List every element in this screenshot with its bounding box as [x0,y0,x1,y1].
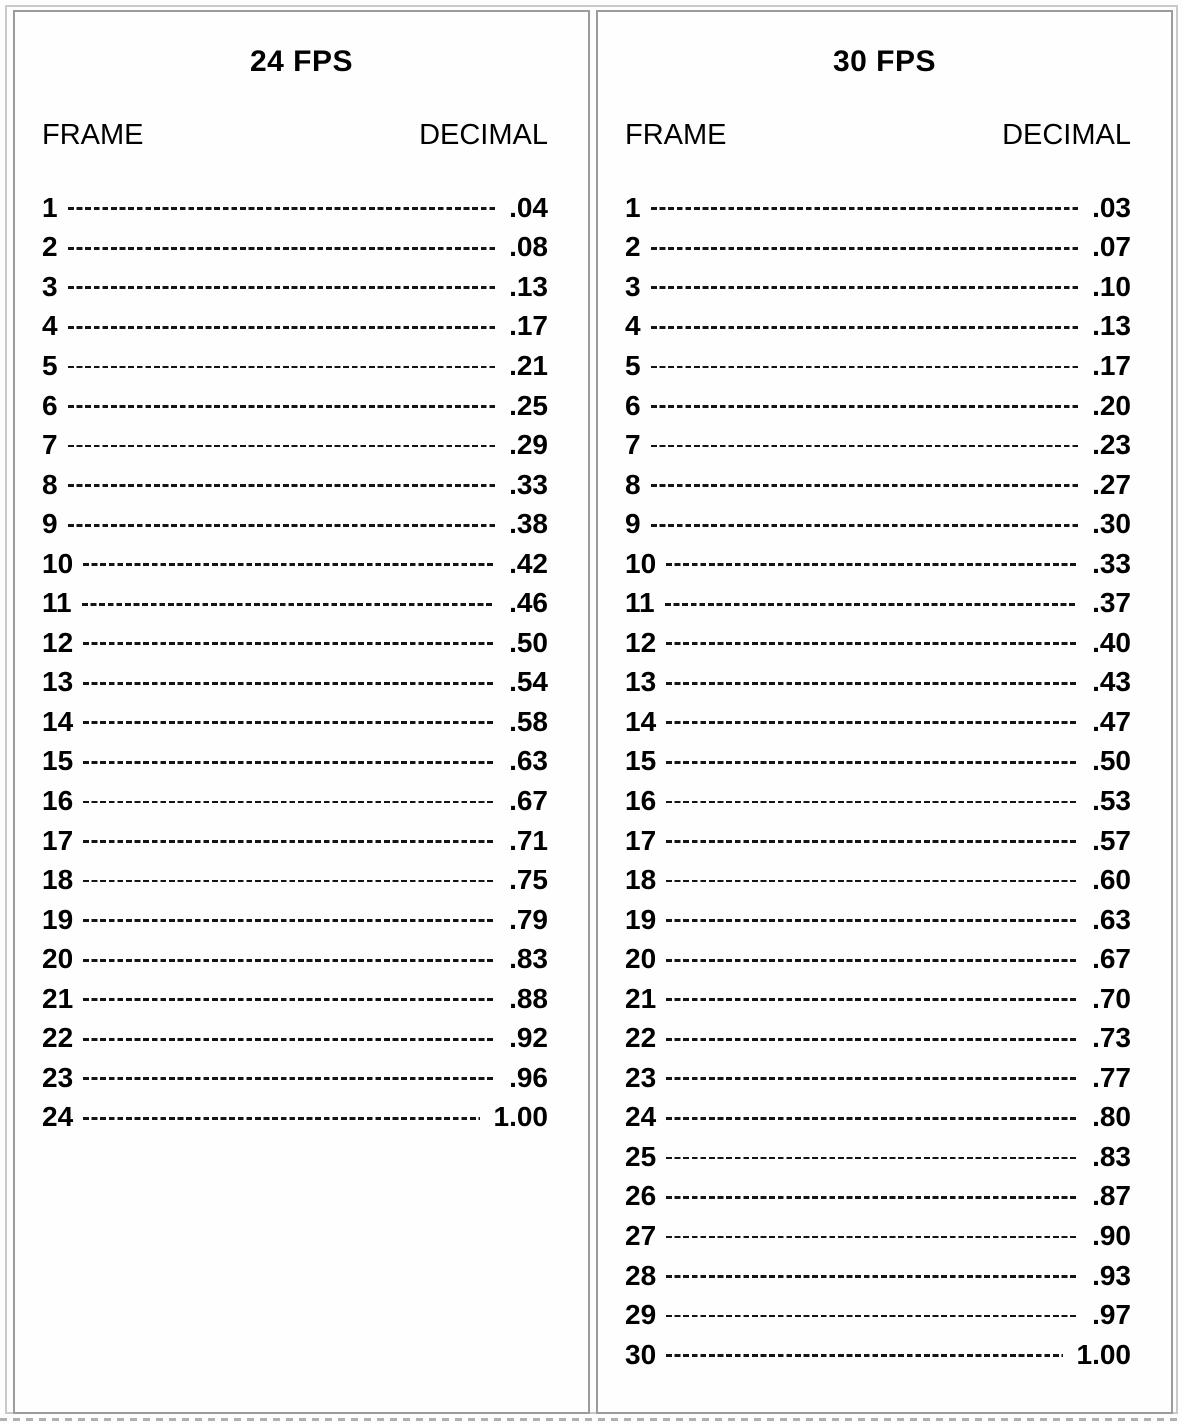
table-row [625,346,1131,386]
decimal-value: .90 [1092,1219,1131,1251]
dash-leader [665,603,1078,606]
dash-leader [68,207,495,210]
table-row [42,1098,548,1138]
table-row [42,900,548,940]
dash-leader [666,642,1078,645]
decimal-value: .87 [1092,1180,1131,1212]
dash-leader [68,366,495,369]
dash-leader [651,405,1078,408]
decimal-value: .13 [509,270,548,302]
decimal-value: .92 [509,1022,548,1054]
decimal-value: .23 [1092,429,1131,461]
decimal-value: .25 [509,389,548,421]
decimal-value: .33 [509,468,548,500]
frame-number: 23 [625,1061,657,1093]
frame-number: 16 [625,784,657,816]
decimal-value: .97 [1092,1299,1131,1331]
table-row [42,781,548,821]
frame-column-header: FRAME [42,119,144,151]
dash-leader [666,840,1078,843]
dash-leader [666,1117,1078,1120]
table-row [625,1256,1131,1296]
decimal-value: .73 [1092,1022,1131,1054]
dash-leader [666,563,1078,566]
dash-leader [666,1354,1062,1357]
decimal-value: .58 [509,705,548,737]
frame-number: 8 [42,468,58,500]
table-row [625,1058,1131,1098]
dash-leader [83,1117,479,1120]
decimal-value: .29 [509,429,548,461]
frame-number: 6 [42,389,58,421]
decimal-value: .53 [1092,784,1131,816]
frame-number: 29 [625,1299,657,1331]
frame-number: 7 [625,429,641,461]
dash-leader [82,603,495,606]
table-row [42,188,548,228]
frame-number: 24 [625,1101,657,1133]
frame-number: 3 [625,270,641,302]
frame-number: 10 [625,547,657,579]
table-row [42,307,548,347]
column-headers [42,118,548,152]
decimal-value: .63 [1092,903,1131,935]
decimal-value: .47 [1092,705,1131,737]
dash-leader [666,919,1078,922]
frame-number: 12 [625,626,657,658]
table-row [625,1335,1131,1375]
table-row [625,939,1131,979]
table-row [625,544,1131,584]
decimal-value: .60 [1092,864,1131,896]
dash-leader [651,247,1078,250]
decimal-value: .67 [509,784,548,816]
table-row [625,504,1131,544]
frame-number: 26 [625,1180,657,1212]
decimal-value: .96 [509,1061,548,1093]
table-row [42,504,548,544]
table-row [42,702,548,742]
decimal-value: .50 [1092,745,1131,777]
table-row [42,860,548,900]
table-row [42,267,548,307]
dash-leader [651,445,1078,448]
dash-leader [666,801,1078,804]
dash-leader [666,1157,1078,1160]
fps-30-panel [596,10,1173,1414]
dash-leader [666,1236,1078,1239]
frame-number: 6 [625,389,641,421]
decimal-value: 1.00 [493,1101,548,1133]
decimal-column-header: DECIMAL [419,119,548,151]
dash-leader [651,366,1078,369]
table-row [625,1295,1131,1335]
frame-number: 1 [42,191,58,223]
decimal-value: .93 [1092,1259,1131,1291]
frame-number: 15 [625,745,657,777]
decimal-value: .42 [509,547,548,579]
table-row [42,742,548,782]
dash-leader [68,405,495,408]
rows-list [42,188,548,1137]
dash-leader [651,207,1078,210]
decimal-value: .17 [1092,349,1131,381]
table-row [625,1018,1131,1058]
dash-leader [666,959,1078,962]
dash-leader [68,524,495,527]
table-row [625,979,1131,1019]
rows-list [625,188,1131,1374]
dash-leader [68,445,495,448]
table-row [42,979,548,1019]
dash-leader [83,642,495,645]
fps-24-panel [13,10,590,1414]
frame-number: 9 [625,508,641,540]
dash-leader [666,1196,1078,1199]
frame-number: 27 [625,1219,657,1251]
dash-leader [83,959,495,962]
frame-number: 25 [625,1140,657,1172]
decimal-value: .40 [1092,626,1131,658]
decimal-value: .75 [509,864,548,896]
panel-title: 24 FPS [249,45,354,78]
table-row [42,228,548,268]
table-row [625,188,1131,228]
table-row [42,425,548,465]
table-row [42,663,548,703]
frame-number: 16 [42,784,74,816]
dash-leader [651,286,1078,289]
frame-number: 18 [625,864,657,896]
dash-leader [83,721,495,724]
dash-leader [83,880,495,883]
table-row [625,1137,1131,1177]
dash-leader [68,247,495,250]
dash-leader [651,484,1078,487]
dash-leader [666,761,1078,764]
dash-leader [68,484,495,487]
frame-number: 11 [42,587,72,619]
decimal-value: .88 [509,982,548,1014]
decimal-value: .71 [509,824,548,856]
frame-number: 4 [625,310,641,342]
dash-leader [666,1275,1078,1278]
decimal-value: .27 [1092,468,1131,500]
dash-leader [83,1038,495,1041]
table-row [42,583,548,623]
frame-number: 4 [42,310,58,342]
frame-number: 11 [625,587,655,619]
dash-leader [666,1077,1078,1080]
decimal-column-header: DECIMAL [1002,119,1131,151]
frame-number: 14 [625,705,657,737]
frame-number: 8 [625,468,641,500]
frame-number: 19 [625,903,657,935]
frame-column-header: FRAME [625,119,727,151]
dash-leader [83,761,495,764]
table-row [625,386,1131,426]
dash-leader [68,286,495,289]
frame-number: 20 [625,943,657,975]
dash-leader [651,524,1078,527]
table-row [42,1058,548,1098]
dash-leader [651,326,1078,329]
dash-leader [666,721,1078,724]
decimal-value: .17 [509,310,548,342]
frame-number: 5 [42,349,58,381]
frame-number: 2 [625,231,641,263]
dash-leader [666,682,1078,685]
dash-leader [83,801,495,804]
table-row [42,465,548,505]
frame-number: 22 [42,1022,74,1054]
table-row [625,663,1131,703]
frame-number: 22 [625,1022,657,1054]
decimal-value: .38 [509,508,548,540]
decimal-value: .83 [1092,1140,1131,1172]
frame-number: 2 [42,231,58,263]
frame-number: 30 [625,1338,657,1370]
dash-leader [68,326,495,329]
table-row [625,228,1131,268]
table-row [42,386,548,426]
column-headers [625,118,1131,152]
frame-number: 3 [42,270,58,302]
decimal-value: .50 [509,626,548,658]
decimal-value: .43 [1092,666,1131,698]
decimal-value: .77 [1092,1061,1131,1093]
dash-leader [666,1038,1078,1041]
decimal-value: 1.00 [1076,1338,1131,1370]
decimal-value: .33 [1092,547,1131,579]
frame-number: 21 [625,982,657,1014]
table-row [625,702,1131,742]
table-row [625,307,1131,347]
decimal-value: .10 [1092,270,1131,302]
frame-number: 9 [42,508,58,540]
table-row [42,939,548,979]
table-row [625,425,1131,465]
frame-number: 12 [42,626,74,658]
frame-number: 28 [625,1259,657,1291]
decimal-value: .07 [1092,231,1131,263]
frame-number: 18 [42,864,74,896]
decimal-value: .46 [509,587,548,619]
table-row [625,900,1131,940]
table-row [625,821,1131,861]
decimal-value: .79 [509,903,548,935]
decimal-value: .03 [1092,191,1131,223]
table-row [42,821,548,861]
table-row [42,544,548,584]
frame-number: 21 [42,982,74,1014]
table-row [625,860,1131,900]
dash-leader [83,563,495,566]
table-row [625,1098,1131,1138]
dash-leader [83,1077,495,1080]
panel-title: 30 FPS [832,45,937,78]
frame-number: 13 [625,666,657,698]
dash-leader [83,840,495,843]
decimal-value: .54 [509,666,548,698]
decimal-value: .08 [509,231,548,263]
table-row [625,267,1131,307]
table-row [42,346,548,386]
table-row [42,1018,548,1058]
table-row [625,1216,1131,1256]
table-row [625,465,1131,505]
frame-number: 15 [42,745,74,777]
decimal-value: .30 [1092,508,1131,540]
dash-leader [666,1315,1078,1318]
frame-number: 1 [625,191,641,223]
decimal-value: .21 [509,349,548,381]
table-row [625,623,1131,663]
decimal-value: .63 [509,745,548,777]
decimal-value: .13 [1092,310,1131,342]
frame-number: 13 [42,666,74,698]
bottom-dashed-edge [0,1418,1182,1421]
frame-number: 23 [42,1061,74,1093]
decimal-value: .70 [1092,982,1131,1014]
dash-leader [666,880,1078,883]
frame-number: 19 [42,903,74,935]
dash-leader [666,998,1078,1001]
frame-number: 5 [625,349,641,381]
decimal-value: .67 [1092,943,1131,975]
frame-number: 20 [42,943,74,975]
dash-leader [83,998,495,1001]
decimal-value: .20 [1092,389,1131,421]
frame-number: 24 [42,1101,74,1133]
frame-number: 7 [42,429,58,461]
frame-number: 14 [42,705,74,737]
dash-leader [83,919,495,922]
table-row [42,623,548,663]
dash-leader [83,682,495,685]
table-row [625,1177,1131,1217]
decimal-value: .04 [509,191,548,223]
frame-number: 17 [625,824,657,856]
decimal-value: .80 [1092,1101,1131,1133]
decimal-value: .83 [509,943,548,975]
table-row [625,742,1131,782]
frame-number: 17 [42,824,74,856]
decimal-value: .37 [1092,587,1131,619]
decimal-value: .57 [1092,824,1131,856]
table-row [625,781,1131,821]
table-row [625,583,1131,623]
frame-number: 10 [42,547,74,579]
